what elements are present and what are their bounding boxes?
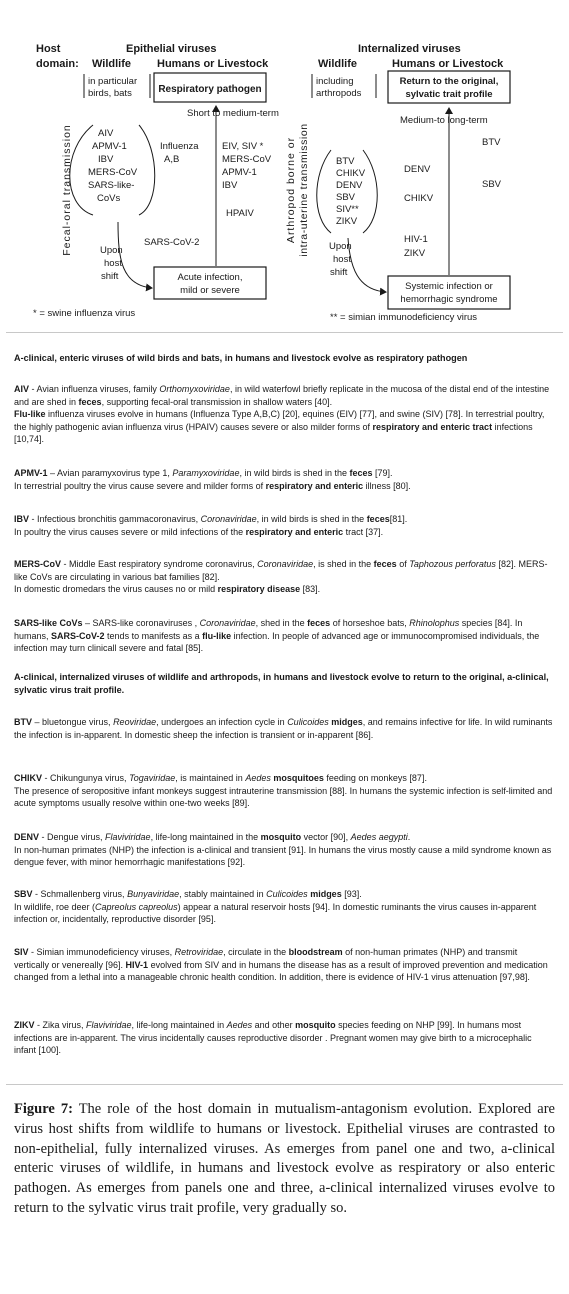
sbv-midges: midges xyxy=(310,889,342,899)
mers-family: Coronaviridae xyxy=(257,559,314,569)
siv-bloodstream: bloodstream xyxy=(288,947,343,957)
sbv-family: Bunyaviridae xyxy=(127,889,180,899)
sbv-entry xyxy=(14,888,554,926)
respiratory-pathogen-label: Respiratory pathogen xyxy=(158,84,262,95)
siv-abbr: SIV xyxy=(14,947,29,957)
btv-family: Reoviridae xyxy=(113,717,157,727)
left-wildlife-virus: CoVs xyxy=(97,193,121,204)
denv-paragraph xyxy=(14,831,554,869)
aiv-text: - Avian influenza viruses, family xyxy=(29,384,160,394)
sars-entry xyxy=(14,617,554,655)
sylvatic-profile-line2: sylvatic trait profile xyxy=(405,89,493,100)
sars-flu-like: flu-like xyxy=(202,630,232,641)
btv-paragraph xyxy=(14,716,554,741)
right-footnote: ** = simian immunodeficiency virus xyxy=(330,312,478,323)
apmv-text: – Avian paramyxovirus type 1, xyxy=(47,468,173,478)
sbv-text: , stably maintained in xyxy=(179,889,267,899)
denv-entry xyxy=(14,831,554,869)
siv-paragraph xyxy=(14,946,554,984)
sars-paragraph xyxy=(14,617,554,655)
denv-text: - Dengue virus, xyxy=(39,832,106,842)
mers-text: - Middle East respiratory syndrome coronavirus, xyxy=(61,559,258,569)
aiv-flu-like: Flu-like xyxy=(14,409,46,420)
zikv-text: and other xyxy=(252,1020,296,1030)
sars-cov2: SARS-CoV-2 xyxy=(51,630,105,641)
sbv-text: - Schmallenberg virus, xyxy=(32,889,128,899)
ibv-text: [81]. xyxy=(389,514,408,524)
denv-species: Aedes aegypti xyxy=(350,832,408,842)
apmv-abbr: APMV-1 xyxy=(14,468,48,478)
denv-abbr: DENV xyxy=(14,832,40,842)
chikv-text: , is maintained in xyxy=(175,773,246,783)
ibv-paragraph xyxy=(14,513,554,538)
left-footnote: * = swine influenza virus xyxy=(33,308,136,319)
left-upon-host-shift: shift xyxy=(101,271,119,282)
left-wildlife-box-line2: birds, bats xyxy=(88,88,132,99)
left-wildlife-virus: AIV xyxy=(98,128,114,139)
sars-text: infection. In people of advanced age or immunocompromised individuals, the infection may turn clinicall severe and fatal [85]. xyxy=(14,630,540,654)
right-hiv1-label: HIV-1 xyxy=(404,234,428,245)
left-wildlife-virus: SARS-like- xyxy=(88,180,135,191)
right-upon-host-shift: shift xyxy=(330,267,348,278)
right-wildlife-virus: SBV xyxy=(336,192,356,203)
sars-family: Coronaviridae xyxy=(199,618,256,628)
mers-text: In domestic dromedars the virus causes no or mild xyxy=(14,584,218,595)
right-term-label: Medium-to long-term xyxy=(400,115,488,126)
left-livestock-virus: IBV xyxy=(222,180,238,191)
siv-entry xyxy=(14,946,554,984)
chikv-text: The presence of seropositive infant monkeys suggest intrauterine transmission [88]. In humans the systemic infection is self-limited and acute symptoms usually resolve within one-two weeks [89]. xyxy=(14,785,553,809)
ibv-family: Coronaviridae xyxy=(200,514,257,524)
right-host-shift-arrow xyxy=(348,238,386,292)
aiv-paragraph xyxy=(14,383,554,446)
right-sbv-label: SBV xyxy=(482,179,502,190)
apmv-family: Paramyxoviridae xyxy=(172,468,240,478)
right-wildlife-curve xyxy=(317,150,331,233)
sars-text: tends to manifests as a xyxy=(104,630,203,641)
mers-feces: feces xyxy=(373,559,397,569)
zikv-mosquito: mosquito xyxy=(295,1020,336,1030)
mers-species: Taphozous perforatus xyxy=(409,559,496,569)
right-wildlife-box-line1: including xyxy=(316,76,354,87)
ibv-abbr: IBV xyxy=(14,514,30,524)
apmv-paragraph xyxy=(14,467,554,492)
divider-top xyxy=(6,332,563,333)
zikv-text: - Zika virus, xyxy=(34,1020,87,1030)
chikv-entry xyxy=(14,772,554,810)
left-livestock-virus-list xyxy=(222,141,272,191)
mers-text: , is shed in the xyxy=(313,559,374,569)
acute-infection-line1: Acute infection, xyxy=(177,272,243,283)
right-wildlife-virus: CHIKV xyxy=(336,168,366,179)
left-term-label: Short to medium-term xyxy=(187,108,279,119)
sbv-text: [93]. xyxy=(341,889,362,899)
chikv-paragraph xyxy=(14,772,554,810)
right-col-humans-livestock: Humans or Livestock xyxy=(392,58,504,70)
left-wildlife-virus-list xyxy=(88,128,138,204)
aiv-text: infections [10,74]. xyxy=(14,421,533,445)
mers-text: [83]. xyxy=(300,584,321,595)
btv-midges: midges xyxy=(331,717,363,727)
right-btv-label: BTV xyxy=(482,137,501,148)
section1-heading-text: A-clinical, enteric viruses of wild birds and bats, in humans and livestock evolve as respiratory pathogen xyxy=(14,353,468,363)
apmv-feces: feces xyxy=(349,468,373,478)
sars-feces: feces xyxy=(307,618,331,628)
sbv-abbr: SBV xyxy=(14,889,33,899)
btv-abbr: BTV xyxy=(14,717,32,727)
apmv-entry xyxy=(14,467,554,492)
epithelial-viruses-title: Epithelial viruses xyxy=(126,43,217,55)
siv-text: , circulate in the xyxy=(223,947,289,957)
sars-text: , shed in the xyxy=(255,618,308,628)
mers-paragraph xyxy=(14,558,554,596)
btv-genus: Culicoides xyxy=(287,717,329,727)
ibv-text: , in wild birds is shed in the xyxy=(256,514,367,524)
zikv-abbr: ZIKV xyxy=(14,1020,35,1030)
systemic-infection-line1: Systemic infection or xyxy=(405,281,493,292)
sbv-text: In wildlife, roe deer ( xyxy=(14,901,96,912)
right-wildlife-virus-list xyxy=(336,156,366,227)
aiv-abbr: AIV xyxy=(14,384,30,394)
left-wildlife-box-line1: in particular xyxy=(88,76,138,87)
denv-family: Flaviviridae xyxy=(105,832,151,842)
chikv-text: - Chikungunya virus, xyxy=(42,773,130,783)
host-domain-label-2: domain: xyxy=(36,58,79,70)
left-col-humans-livestock: Humans or Livestock xyxy=(157,58,269,70)
denv-text: In non-human primates (NHP) the infection is a-clinical and transient [91]. In humans the virus mostly cause a mild syndrome known as dengue fever, with minor hemorrhagic manifestations [92]. xyxy=(14,844,552,868)
aiv-family: Orthomyxoviridae xyxy=(159,384,230,394)
ibv-entry xyxy=(14,513,554,538)
left-wildlife-virus: IBV xyxy=(98,154,114,165)
right-wildlife-box-line2: arthropods xyxy=(316,88,362,99)
sylvatic-profile-line1: Return to the original, xyxy=(399,76,499,87)
ibv-feces: feces xyxy=(366,514,390,524)
aiv-text: , in wild waterfowl briefly replicate in the mucosa of the distal end of the intestine and are shed in xyxy=(14,384,550,407)
mers-entry xyxy=(14,558,554,596)
right-col-wildlife: Wildlife xyxy=(318,58,358,70)
aiv-entry xyxy=(14,383,554,446)
ibv-text: - Infectious bronchitis gammacoronavirus, xyxy=(29,514,201,524)
aiv-resp: respiratory and enteric tract xyxy=(372,421,493,432)
divider-bottom xyxy=(6,1084,563,1085)
section2-heading xyxy=(14,671,554,696)
siv-text: - Simian immunodeficiency viruses, xyxy=(28,947,175,957)
chikv-genus: Aedes xyxy=(245,773,271,783)
internalized-viruses-title: Internalized viruses xyxy=(358,43,461,55)
sars-text: of horseshoe bats, xyxy=(330,618,410,628)
left-wildlife-virus: APMV-1 xyxy=(92,141,127,152)
siv-text: evolved from SIV and in humans the disease has as a result of improved prevention and medication changed from a lethal into a manageable chronic health condition. In addition, there is evidence of HIV-1 virus attenuation [97,98]. xyxy=(14,959,548,983)
host-domain-diagram xyxy=(0,0,569,330)
sbv-genus: Culicoides xyxy=(266,889,308,899)
btv-text: – bluetongue virus, xyxy=(32,717,114,727)
aiv-text: influenza viruses evolve in humans (Influenza Type A,B,C) [20], equines (EIV) [77], and swine (SIV) [78]. In terrestrial poultry, the highly pathogenic avian influenza virus (HPAIV) causes severe or also milder forms of xyxy=(14,409,545,432)
left-upon-host-shift: Upon xyxy=(100,245,123,256)
influenza-label: Influenza xyxy=(160,141,199,152)
sars-cov-2-label: SARS-CoV-2 xyxy=(144,237,200,248)
right-zikv-label: ZIKV xyxy=(404,248,426,259)
zikv-genus: Aedes xyxy=(226,1020,253,1030)
right-wildlife-virus: DENV xyxy=(336,180,363,191)
left-livestock-virus: MERS-CoV xyxy=(222,154,272,165)
mers-abbr: MERS-CoV xyxy=(14,559,61,569)
denv-mosquito: mosquito xyxy=(260,832,302,842)
ibv-text: In poultry the virus causes severe or mild infections of the xyxy=(14,526,246,537)
right-chikv-label: CHIKV xyxy=(404,193,434,204)
sbv-species: Capreolus capreolus xyxy=(95,901,178,912)
figure-caption-text: The role of the host domain in mutualism-antagonism evolution. Explored are virus host shifts from wildlife to humans or livestock. Epithelial viruses are contrasted to non-epithelial, fully internalized viruses. As emerges from panel one and two, a-clinical enteric viruses of wildlife, in humans and livestock evolve as respiratory or also enteric pathogen. As emerges from panels one and three, a-clinical internalized viruses evolve to return to the sylvatic virus trait profile, very gradually so. xyxy=(14,1101,555,1216)
btv-text: , and remains infective for life. In wild ruminants the infection is in-apparent. In domestic sheep the infection is transient or in-apparent [86]. xyxy=(14,717,553,740)
right-wildlife-virus: BTV xyxy=(336,156,355,167)
right-upon-host-shift: Upon xyxy=(329,241,352,252)
mers-text: [82]. MERS-like CoVs are circulating in various bat families [82]. xyxy=(14,559,548,582)
mers-text: of xyxy=(396,559,410,569)
section2-heading-text: A-clinical, internalized viruses of wildlife and arthropods, in humans and livestock evolve to return to the original, a-clinical, sylvatic virus trait profile. xyxy=(14,672,549,695)
mers-resp: respiratory disease xyxy=(217,584,301,595)
ibv-text: tract [37]. xyxy=(343,526,384,537)
fecal-oral-side-label: Fecal-oral transmission xyxy=(61,124,73,256)
aiv-text: , supporting fecal-oral transmission in shallow waters [40]. xyxy=(101,396,333,407)
left-wildlife-virus: MERS-CoV xyxy=(88,167,138,178)
chikv-family: Togaviridae xyxy=(129,773,176,783)
sars-text: – SARS-like coronaviruses , xyxy=(82,618,200,628)
zikv-text: , life-long maintained in xyxy=(131,1020,227,1030)
apmv-text: In terrestrial poultry the virus cause severe and milder forms of xyxy=(14,480,266,491)
left-col-wildlife: Wildlife xyxy=(92,58,132,70)
systemic-infection-line2: hemorrhagic syndrome xyxy=(400,294,498,305)
arthropod-side-label-1: Arthropod borne or xyxy=(285,136,297,244)
influenza-ab-label: A,B xyxy=(164,154,180,165)
chikv-mosquitoes: mosquitoes xyxy=(273,773,324,783)
sbv-text: ) appear a natural reservoir hosts [94]. In domestic ruminants the virus causes in-apparent infection or, incidentally, reproductive disorder [95]. xyxy=(14,901,537,925)
denv-text: , life-long maintained in the xyxy=(150,832,261,842)
zikv-entry xyxy=(14,1019,554,1057)
zikv-paragraph xyxy=(14,1019,554,1057)
sbv-paragraph xyxy=(14,888,554,926)
zikv-text: species feeding on NHP [99]. In humans most infections are in-apparent. The virus incidentally causes reproductive disorder . Pregnant women may give birth to a microcephalic infant [100]. xyxy=(14,1020,532,1056)
apmv-text: [79]. xyxy=(372,468,393,478)
apmv-text: , in wild birds is shed in the xyxy=(239,468,350,478)
apmv-text: illness [80]. xyxy=(363,480,411,491)
sars-abbr: SARS-like CoVs xyxy=(14,618,83,628)
arthropod-side-label-2: intra-uterine transmission xyxy=(298,123,310,257)
siv-family: Retroviridae xyxy=(174,947,224,957)
left-wildlife-curve-right xyxy=(139,125,155,215)
btv-text: , undergoes an infection cycle in xyxy=(156,717,288,727)
ibv-resp: respiratory and enteric xyxy=(245,526,344,537)
siv-text: of non-human primates (NHP) and transmit vertically or venereally [96]. xyxy=(14,947,518,970)
section1-heading xyxy=(14,352,554,365)
right-upon-host-shift: host xyxy=(333,254,351,265)
left-livestock-virus: APMV-1 xyxy=(222,167,257,178)
siv-hiv1: HIV-1 xyxy=(125,959,149,970)
denv-text: . xyxy=(407,832,411,842)
chikv-abbr: CHIKV xyxy=(14,773,43,783)
chikv-text: feeding on monkeys [87]. xyxy=(323,773,427,783)
sars-genus: Rhinolophus xyxy=(409,618,460,628)
figure-caption-label: Figure 7: xyxy=(14,1101,73,1117)
aiv-feces: feces xyxy=(78,396,102,407)
denv-text: vector [90], xyxy=(301,832,351,842)
hpaiv-label: HPAIV xyxy=(226,208,254,219)
acute-infection-line2: mild or severe xyxy=(180,285,240,296)
zikv-family: Flaviviridae xyxy=(86,1020,132,1030)
btv-entry xyxy=(14,716,554,741)
left-host-shift-arrow xyxy=(118,222,152,288)
figure-caption xyxy=(14,1100,555,1219)
sars-text: species [84]. In humans, xyxy=(14,618,523,641)
apmv-resp: respiratory and enteric xyxy=(265,480,364,491)
left-livestock-virus: EIV, SIV * xyxy=(222,141,264,152)
host-domain-label: Host xyxy=(36,43,61,55)
left-upon-host-shift: host xyxy=(104,258,122,269)
right-wildlife-virus: SIV** xyxy=(336,204,359,215)
right-wildlife-curve-right xyxy=(363,150,377,233)
right-denv-label: DENV xyxy=(404,164,431,175)
right-wildlife-virus: ZIKV xyxy=(336,216,358,227)
